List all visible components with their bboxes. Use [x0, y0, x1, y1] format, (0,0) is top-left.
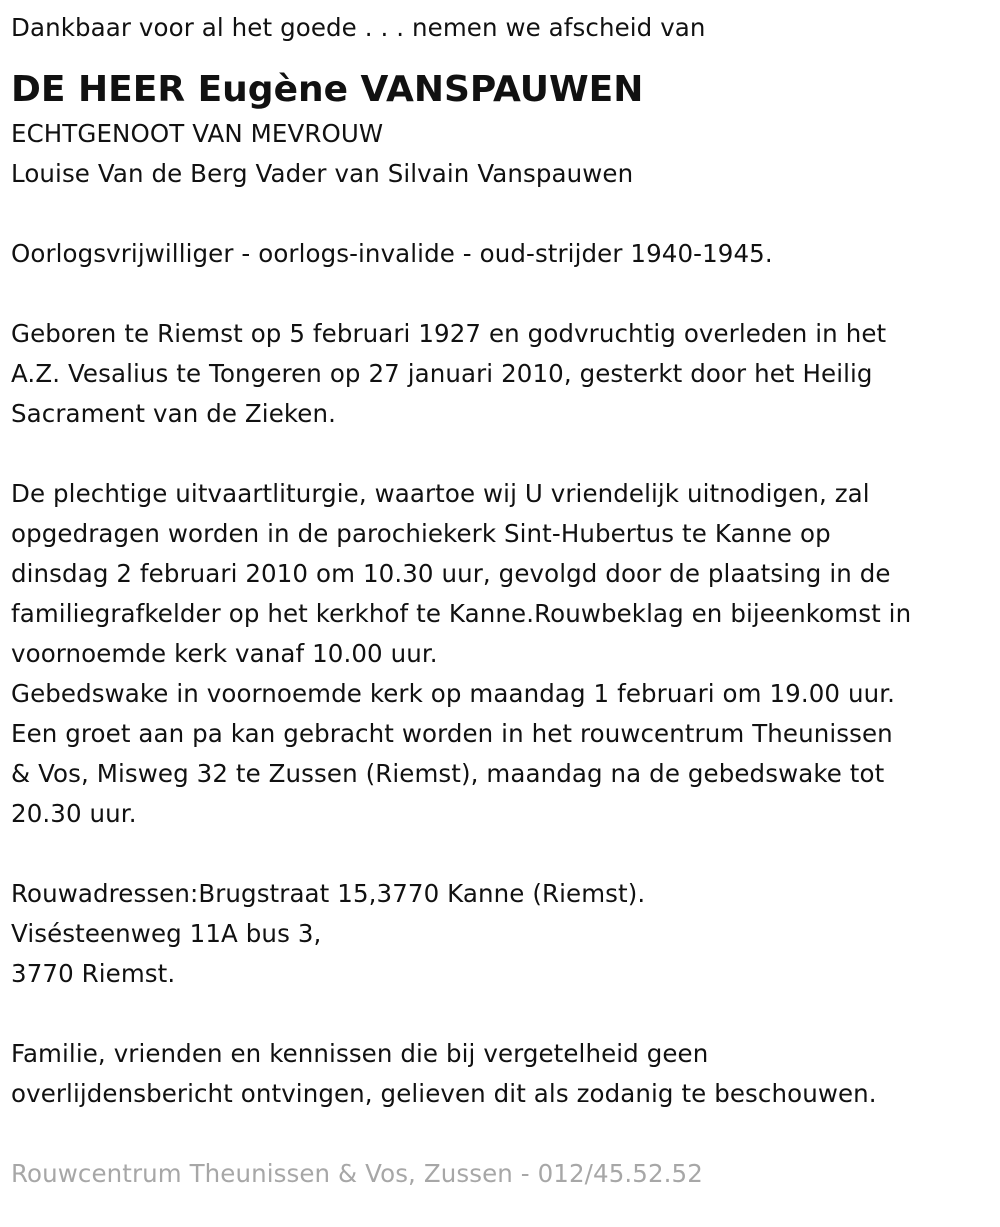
spacer: [11, 994, 993, 1034]
birth-death-line: Geboren te Riemst op 5 februari 1927 en godvruchtig overleden in het: [11, 319, 887, 348]
birth-death-line: A.Z. Vesalius te Tongeren op 27 januari 2010, gesterkt door het Heilig: [11, 359, 873, 388]
funeral-line: Gebedswake in voornoemde kerk op maandag 1 februari om 19.00 uur.: [11, 679, 896, 708]
spouse-line-1: ECHTGENOOT VAN MEVROUW: [11, 119, 384, 148]
spouse-line-2: Louise Van de Berg Vader van Silvain Vanspauwen: [11, 159, 634, 188]
spacer: [11, 434, 993, 474]
address-line: 3770 Riemst.: [11, 959, 176, 988]
address-line: Rouwadressen:Brugstraat 15,3770 Kanne (Riemst).: [11, 879, 646, 908]
funeral-line: & Vos, Misweg 32 te Zussen (Riemst), maandag na de gebedswake tot: [11, 759, 885, 788]
funeral-line: Een groet aan pa kan gebracht worden in het rouwcentrum Theunissen: [11, 719, 893, 748]
funeral-home-footer: Rouwcentrum Theunissen & Vos, Zussen - 012/45.52.52: [11, 1159, 703, 1188]
closing-line: Familie, vrienden en kennissen die bij vergetelheid geen: [11, 1039, 709, 1068]
spacer: [11, 194, 993, 234]
deceased-name: DE HEER Eugène VANSPAUWEN: [11, 69, 644, 110]
funeral-line: opgedragen worden in de parochiekerk Sint-Hubertus te Kanne op: [11, 519, 831, 548]
address-line: Visésteenweg 11A bus 3,: [11, 919, 322, 948]
spacer: [11, 1114, 993, 1154]
intro-text: Dankbaar voor al het goede . . . nemen we afscheid van: [11, 13, 706, 42]
spacer: [11, 274, 993, 314]
birth-death-line: Sacrament van de Zieken.: [11, 399, 336, 428]
funeral-line: dinsdag 2 februari 2010 om 10.30 uur, gevolgd door de plaatsing in de: [11, 559, 891, 588]
funeral-paragraph: [11, 474, 993, 834]
veteran-text: Oorlogsvrijwilliger - oorlogs-invalide - oud-strijder 1940-1945.: [11, 239, 773, 268]
funeral-line: De plechtige uitvaartliturgie, waartoe wij U vriendelijk uitnodigen, zal: [11, 479, 870, 508]
spacer: [11, 834, 993, 874]
addresses-paragraph: [11, 874, 993, 994]
funeral-line: voornoemde kerk vanaf 10.00 uur.: [11, 639, 438, 668]
funeral-line: familiegrafkelder op het kerkhof te Kanne.Rouwbeklag en bijeenkomst in: [11, 599, 912, 628]
closing-line: overlijdensbericht ontvingen, gelieven dit als zodanig te beschouwen.: [11, 1079, 877, 1108]
closing-paragraph: [11, 1034, 993, 1114]
birth-death-paragraph: [11, 314, 993, 434]
funeral-line: 20.30 uur.: [11, 799, 137, 828]
obituary-notice: [11, 8, 993, 1194]
